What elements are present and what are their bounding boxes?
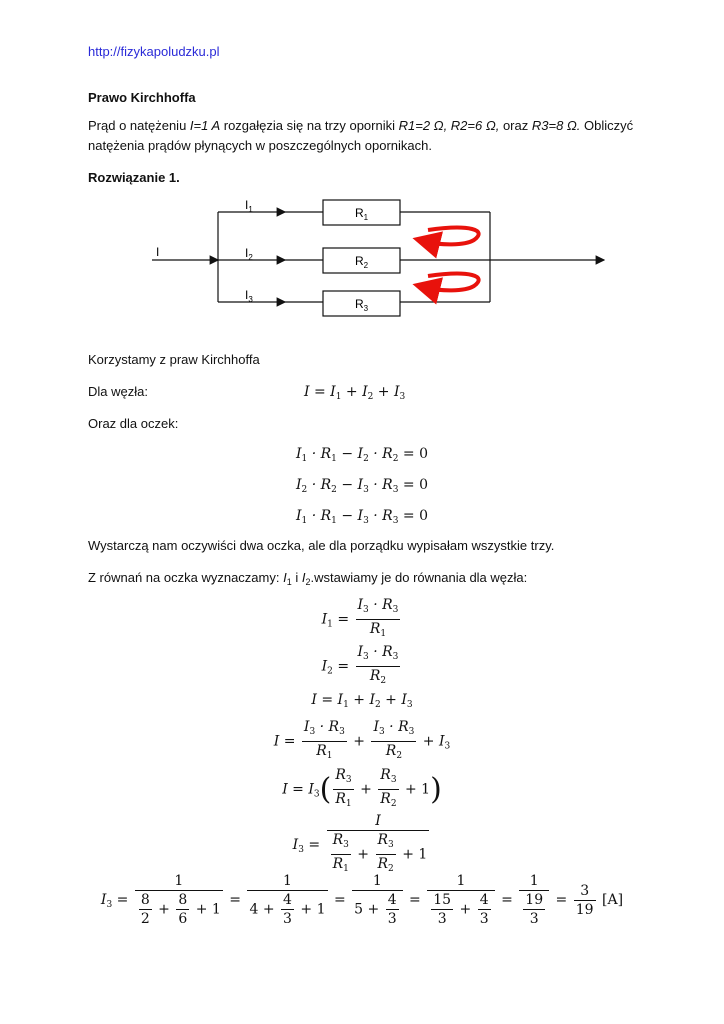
unit-label: [A]: [602, 892, 624, 908]
loop-arrow-1: [428, 228, 479, 245]
label-r3: $R_3$: [355, 297, 369, 313]
text-and: i: [291, 570, 302, 585]
eq-factored: $I = I_3$( $\frac{R_3}{R_1}$ + $\frac{R_3}{R_2}$ + 1): [282, 767, 442, 809]
problem-text-2: rozgałęzia się na trzy oporniki: [220, 118, 399, 133]
eq-i1: $I_1$ = $\frac{I_3 \cdot R_3}{R_1}$: [321, 597, 399, 639]
text-korzystamy: Korzystamy z praw Kirchhoffa: [88, 352, 260, 367]
problem-r3: R3=8 Ω.: [531, 118, 581, 133]
eq-node-2: $I = I_1 + I_2 + I_3$: [311, 692, 413, 710]
label-i: I: [156, 245, 160, 259]
problem-text-3: oraz: [499, 118, 532, 133]
eq-loop-2: $I_2 \cdot R_2 - I_3 \cdot R_3 = 0$: [296, 477, 428, 495]
problem-current: I=1 A: [189, 118, 221, 133]
text-z-rownan-2: .wstawiamy je do równania dla węzła:: [310, 570, 528, 585]
label-r1: $R_1$: [355, 206, 369, 222]
problem-line-1: [88, 118, 633, 133]
page-title: Prawo Kirchhoffa: [88, 90, 196, 105]
label-i1: $I_1$: [245, 198, 253, 214]
solution-heading: Rozwiązanie 1.: [88, 170, 180, 185]
eq-substituted: I = $\frac{I_3 \cdot R_3}{R_1}$ + $\frac{I_3 \cdot R_3}{R_2}$ + $I_3$: [273, 719, 451, 761]
source-url[interactable]: http://fizykapoludzku.pl: [88, 44, 220, 59]
eq-loop-3: $I_1 \cdot R_1 - I_3 \cdot R_3 = 0$: [296, 508, 428, 526]
text-wystarcza: Wystarczą nam oczywiści dwa oczka, ale dla porządku wypisałam wszystkie trzy.: [88, 538, 555, 553]
eq-i3: $I_3$ = I $\frac{R_3}{R_1}$ + $\frac{R_3}{R_2}$ + 1: [292, 813, 428, 874]
circuit-diagram: [0, 190, 724, 330]
problem-text-4: Obliczyć: [580, 118, 634, 133]
text-dla-wezla: Dla węzła:: [88, 384, 148, 399]
text-z-rownan: [88, 570, 527, 587]
problem-resistors: R1=2 Ω, R2=6 Ω,: [398, 118, 500, 133]
eq-loop-1: $I_1 \cdot R_1 - I_2 \cdot R_2 = 0$: [296, 446, 428, 464]
eq-i3-numeric: $I_3$ = 1 $\frac{8}{2}$ + $\frac{8}{6}$ + 1 = 1 4 + $\frac{4}{3}$ + 1 = 1 5 + $\frac{4}{3}$ = 1 $\frac{15}{3}$ + $\frac{4}{3}$ = $\frac{1}{\frac{19}{3}}$ = $\frac{3}{19}$ [A]: [100, 873, 624, 927]
problem-line-2: natężenia prądów płynących w poszczególnych opornikach.: [88, 138, 432, 153]
loop-arrow-2: [428, 274, 479, 291]
text-i1: I: [283, 570, 287, 585]
eq-i2: $I_2$ = $\frac{I_3 \cdot R_3}{R_2}$: [321, 644, 399, 686]
label-i3: $I_3$: [245, 288, 253, 304]
text-i1-sub: 1: [286, 577, 292, 587]
label-i2: $I_2$: [245, 246, 253, 262]
text-i2: I: [301, 570, 306, 585]
text-z-rownan-1: Z równań na oczka wyznaczamy:: [88, 570, 284, 585]
eq-node: $I = I_1 + I_2 + I_3$: [304, 384, 406, 402]
text-i2-sub: 2: [305, 577, 311, 587]
label-r2: $R_2$: [355, 254, 369, 270]
text-oraz-oczek: Oraz dla oczek:: [88, 416, 179, 431]
problem-text-1: Prąd o natężeniu: [88, 118, 190, 133]
